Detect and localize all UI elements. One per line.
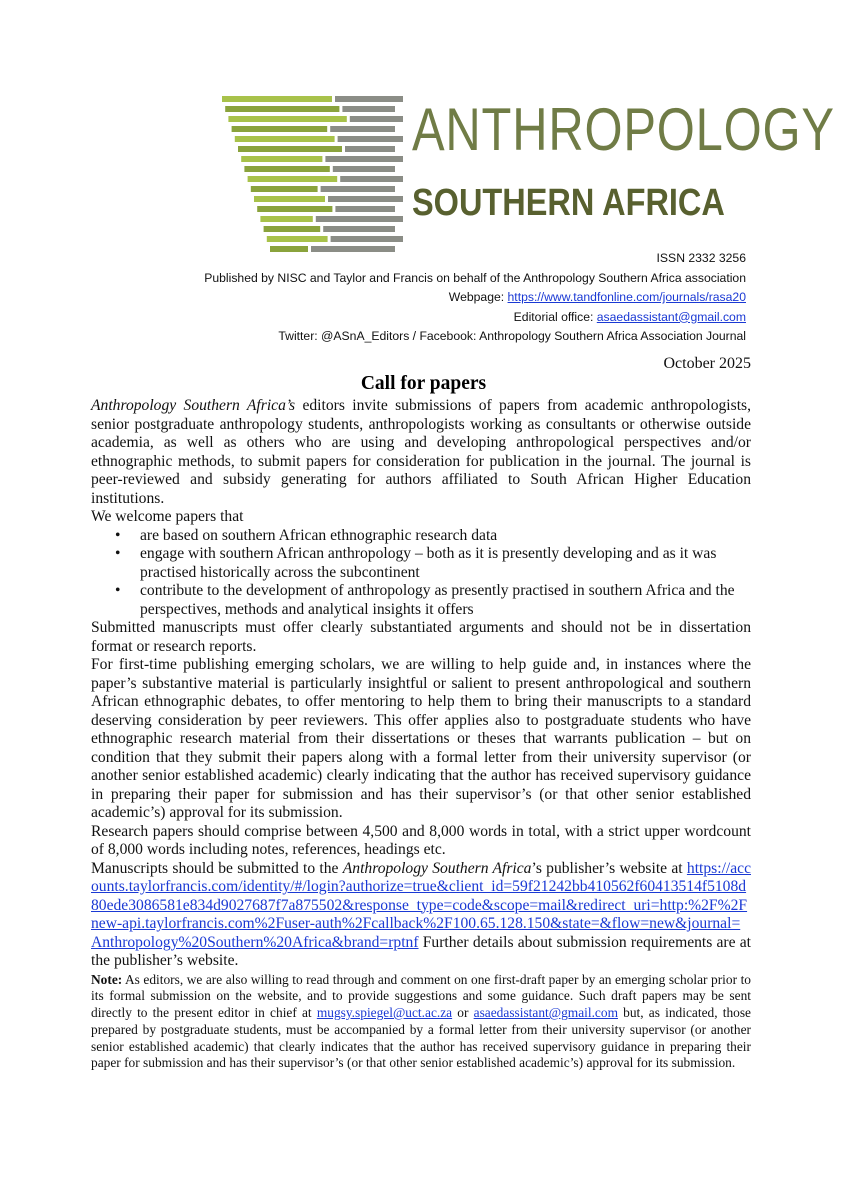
logo-title: ANTHROPOLOGY (412, 96, 835, 163)
issn: ISSN 2332 3256 (656, 251, 746, 265)
logo-bar-grey (338, 136, 403, 142)
logo-bar-grey (316, 216, 403, 222)
logo-bar-green (222, 96, 332, 102)
logo-bar-grey (335, 96, 403, 102)
logo-bar-green (241, 156, 322, 162)
webpage-line (204, 288, 746, 308)
social-line: Twitter: @ASnA_Editors / Facebook: Anthropology Southern Africa Association Journal (278, 329, 746, 343)
editorial-email-link[interactable]: asaedassistant@gmail.com (596, 309, 746, 324)
list-item-text: engage with southern African anthropology – both as it is presently developing and as it was practised historically across the subcontinent (140, 545, 717, 581)
editorial-label: Editorial office: (513, 309, 597, 324)
logo-bar-grey (335, 206, 395, 212)
note-text-1: As editors, we are also willing to read through and comment on one first-draft paper by an emerging scholar prior to its formal submission on the website, and to provide suggestions and some guidance. Such draft papers may be sent directly to the present editor in chief at (91, 971, 751, 1021)
emerging-scholars-paragraph: For first-time publishing emerging scholars, we are willing to help guide and, in instances where the paper’s substantive material is particularly insightful or salient to present anthropological and southern African ethnographic debates, to offer mentoring to help them to bring their manuscripts to a standard deserving consideration by peer reviewers. This offer applies also to postgraduate students who have ethnographic research material from their dissertations or theses that warrants publication – but on condition that they submit their papers along with a formal letter from their university supervisor (or another senior established academic) clearly indicating that the author has received supervisory guidance in preparing their paper for submission and has their supervisor’s (or that other senior established academic’s) approval for its submission. (91, 656, 751, 821)
logo-bar-grey (331, 236, 403, 242)
logo-bar-green (244, 166, 329, 172)
journal-logo-bars-icon (218, 96, 408, 258)
logo-bar-green (238, 146, 342, 152)
submission-suffix: ’s publisher’s website at (531, 859, 683, 877)
logo-bars (222, 96, 403, 252)
list-item-text: contribute to the development of anthropology as presently practised in southern Africa and the perspectives, methods and analytical insights it offers (140, 582, 735, 618)
logo-bar-green (251, 186, 318, 192)
logo-bar-green (267, 236, 328, 242)
submission-paragraph (91, 860, 751, 971)
assistant-email-link[interactable]: asaedassistant@gmail.com (473, 1005, 618, 1021)
submission-after: Further details about submission requirements are at the publisher’s website. (91, 933, 751, 969)
logo-bar-grey (323, 226, 395, 232)
logo-bar-green (225, 106, 339, 112)
manuscripts-paragraph: Submitted manuscripts must offer clearly substantiated arguments and should not be in dissertation format or research reports. (91, 619, 751, 655)
logo-bar-grey (333, 166, 395, 172)
criteria-list (91, 527, 751, 620)
logo-bar-grey (330, 126, 395, 132)
submission-prefix: Manuscripts should be submitted to the (91, 859, 343, 877)
logo-bar-grey (328, 196, 403, 202)
document-body (91, 397, 751, 1072)
logo-bar-green (235, 136, 335, 142)
bullet-icon: • (115, 582, 121, 599)
logo-bar-green (228, 116, 346, 122)
logo-bar-grey (345, 146, 395, 152)
list-item (115, 582, 751, 619)
submission-journal-name: Anthropology Southern Africa (342, 859, 532, 877)
bullet-icon: • (115, 526, 121, 544)
logo-bar-green (257, 206, 332, 212)
logo-bar-grey (340, 176, 403, 182)
note-text-2: but, as indicated, those prepared by postgraduate students, must be accompanied by a formal letter from their university supervisor (or another senior established academic) that clearly indicates that the author has received supervisory guidance in preparing their paper for submission and has their supervisor’s (or that other senior established academic’s) approval for its submission. (91, 1005, 751, 1071)
intro-text: editors invite submissions of papers from academic anthropologists, senior postgraduate anthropology students, anthropologists working as consultants or otherwise outside academia, as well as others who are using and developing anthropological perspectives and/or ethnographic methods, to submit papers for consideration for publication in the journal. The journal is peer-reviewed and subsidy generating for authors affiliated to South African Higher Education institutions. (91, 397, 751, 507)
document-date: October 2025 (663, 355, 751, 372)
list-item (115, 527, 751, 546)
logo-bar-green (232, 126, 328, 132)
submission-url-link[interactable]: https://accounts.taylorfrancis.com/identity/#/login?authorize=true&client_id=59f21242bb410562f60413514f5108d80ede3086581e834d9027687f7a875502&response_type=code&scope=mail&redirect_uri=http:%2F%2Fnew-api.taylorfrancis.com%2Fuser-auth%2Fcallback%2F100.65.128.150&state=&flow=new&journal=Anthropology%20Southern%20Africa&brand=rptnf (91, 859, 751, 951)
logo-subtitle: SOUTHERN AFRICA (412, 182, 725, 224)
webpage-link[interactable]: https://www.tandfonline.com/journals/rasa20 (507, 290, 746, 304)
logo-bar-green (254, 196, 325, 202)
logo-bar-grey (325, 156, 403, 162)
logo-bar-green (264, 226, 321, 232)
list-item (115, 545, 751, 582)
note-paragraph (91, 972, 751, 1073)
page-title: Call for papers (360, 373, 487, 394)
journal-name: Anthropology Southern Africa’s (91, 397, 296, 414)
logo-bar-green (248, 176, 338, 182)
logo-bar-grey (342, 106, 395, 112)
logo-bar-grey (350, 116, 403, 122)
published-by: Published by NISC and Taylor and Francis on behalf of the Anthropology Southern Africa association (204, 270, 746, 285)
welcome-line: We welcome papers that (91, 508, 244, 525)
wordcount-paragraph: Research papers should comprise between 4,500 and 8,000 words in total, with a strict upper wordcount of 8,000 words including notes, references, headings etc. (91, 822, 751, 858)
note-or: or (452, 1005, 474, 1021)
webpage-label: Webpage: (448, 290, 508, 304)
intro-paragraph (91, 397, 751, 508)
logo-bar-grey (321, 186, 395, 192)
note-label: Note: (91, 971, 123, 987)
editor-email-link[interactable]: mugsy.spiegel@uct.ac.za (316, 1005, 453, 1021)
list-item-text: are based on southern African ethnographic research data (140, 526, 498, 544)
editorial-line (204, 308, 746, 328)
logo-bar-green (260, 216, 312, 222)
bullet-icon: • (115, 545, 121, 562)
publication-info (204, 249, 746, 347)
